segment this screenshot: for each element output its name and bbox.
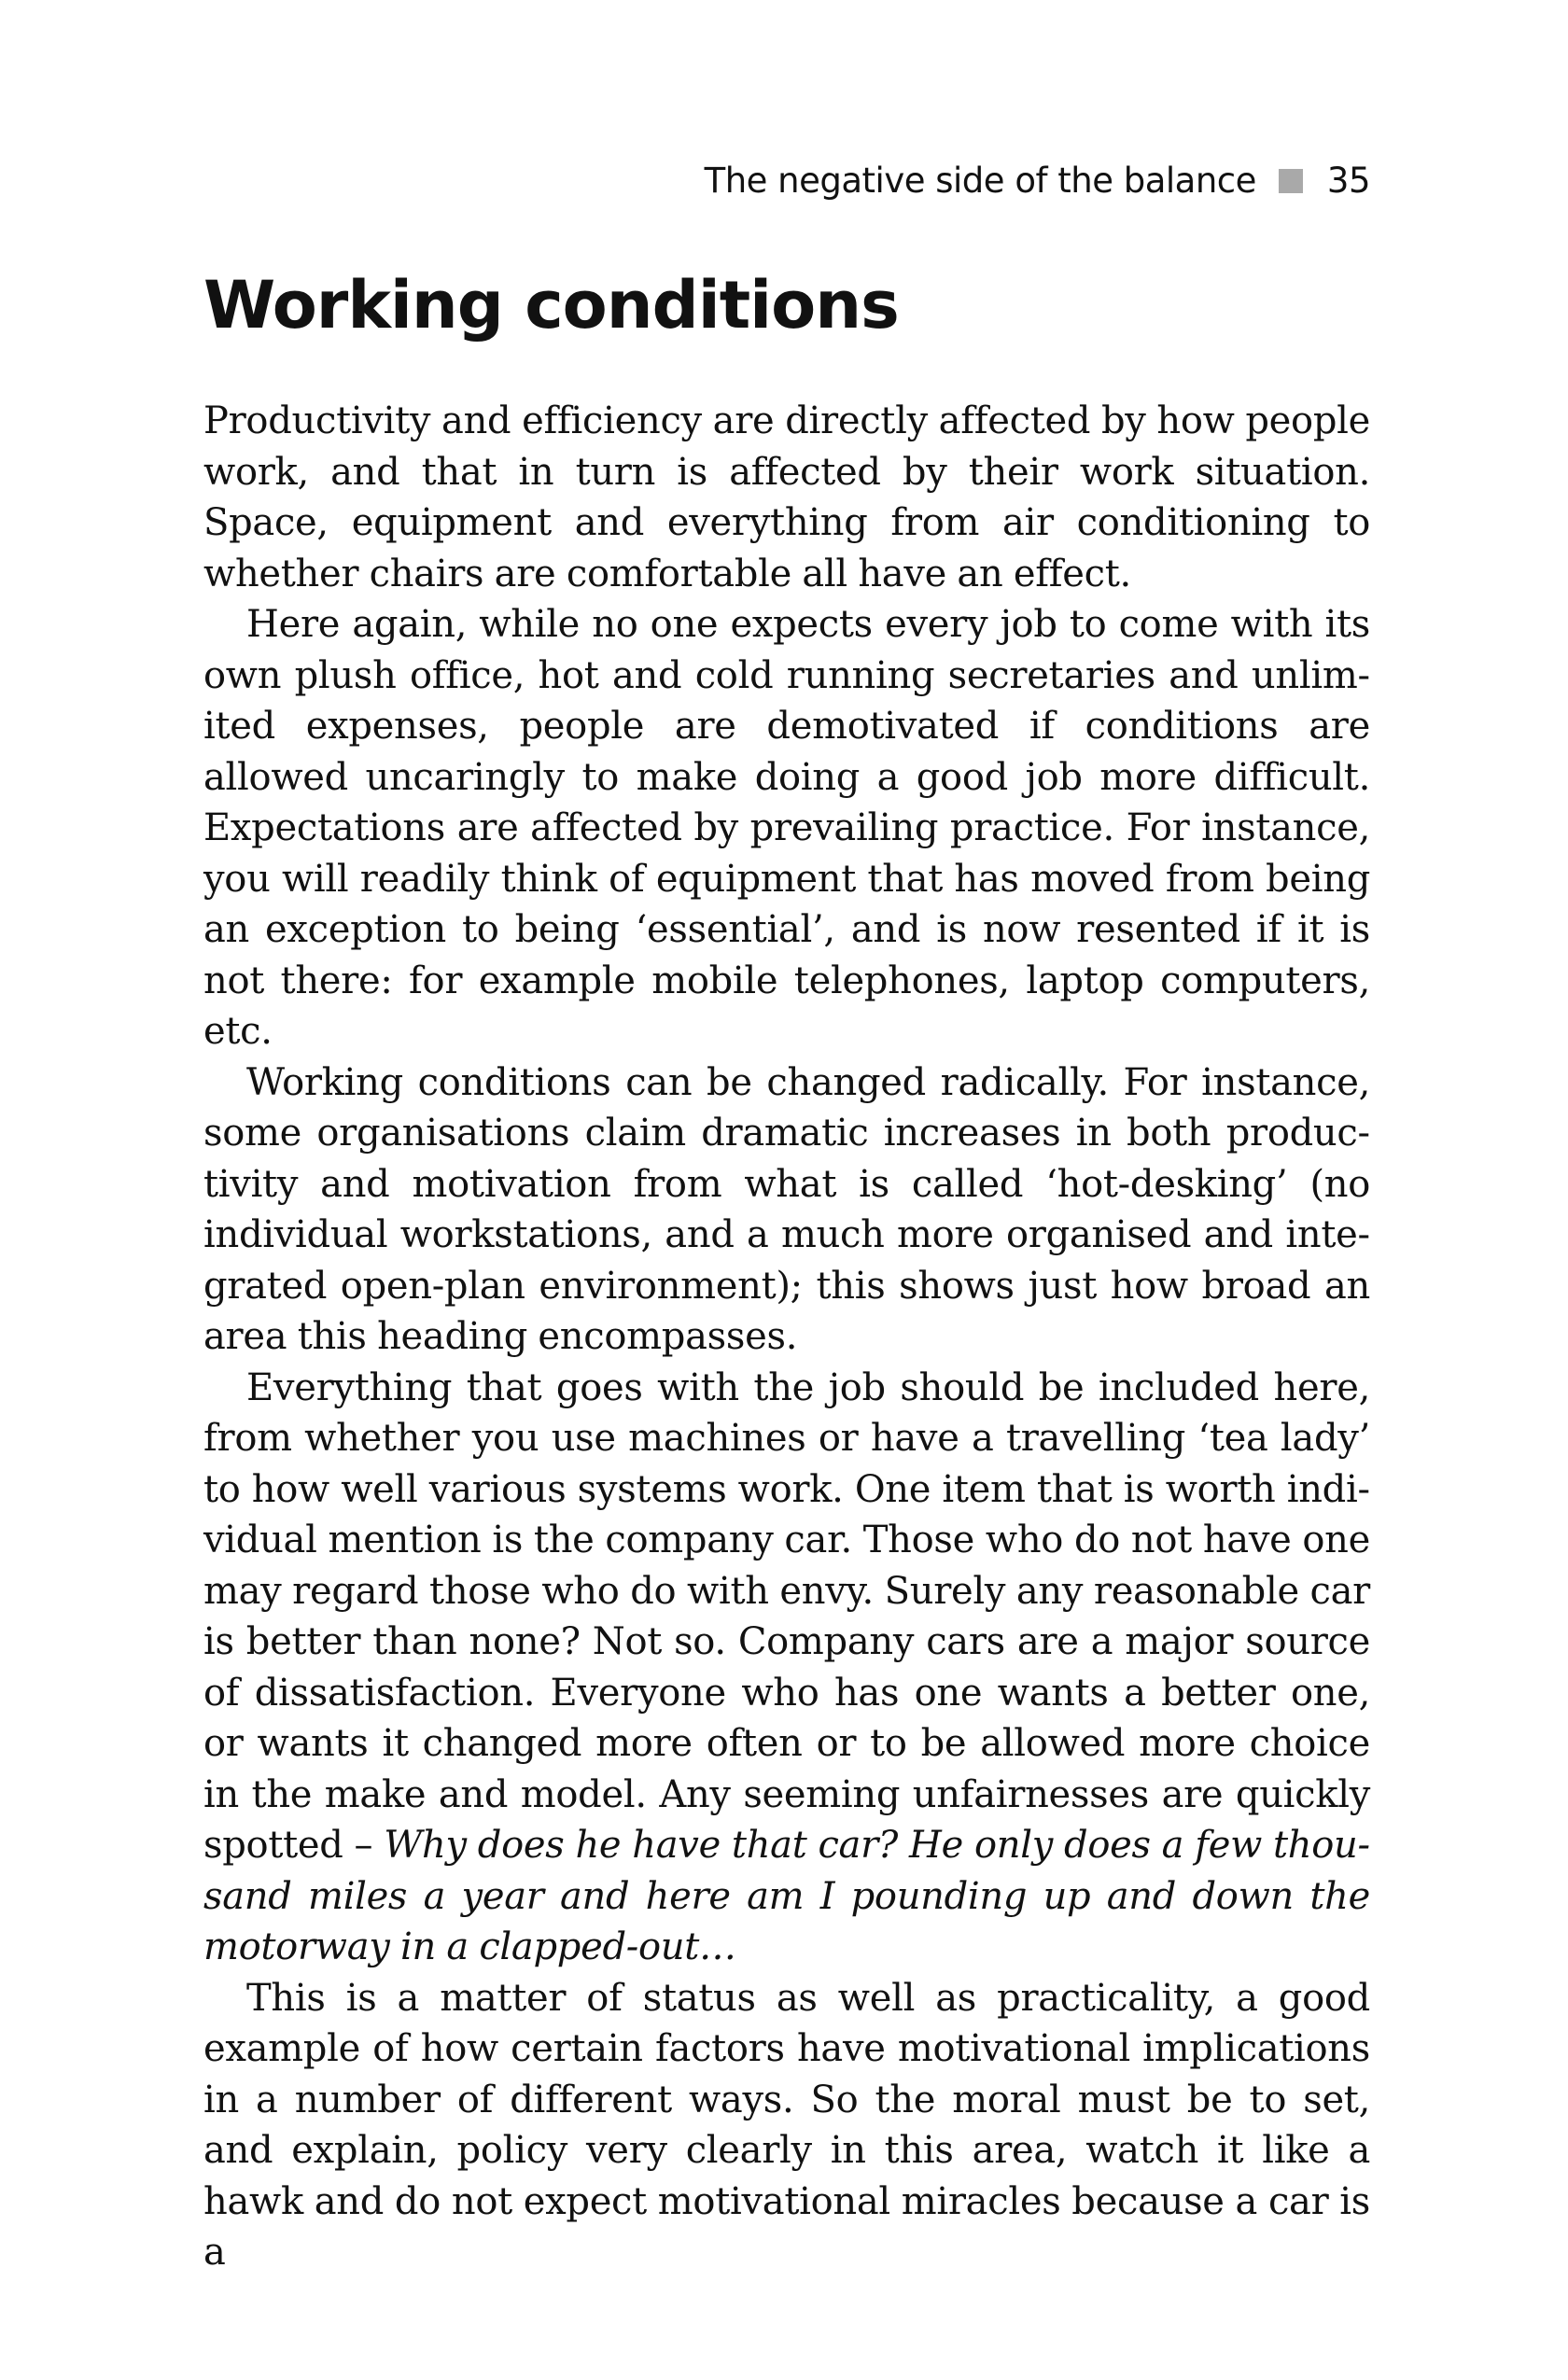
body-text — [203, 396, 1370, 2278]
square-bullet-icon — [1279, 169, 1303, 193]
running-head — [705, 161, 1370, 201]
paragraph-4-text: Everything that goes with the job should be included here, from whether you use machines or have a travelling ‘tea lady’ to how well various systems work. One item that is worth individual mention is the company car. Those who do not have one may regard those who do with envy. Surely any reasonable car is better than none? Not so. Company cars are a major source of dissatisfaction. Everyone who has one wants a better one, or wants it changed more often or to be allowed more choice in the make and model. Any seeming unfairnesses are quickly spotted – — [203, 1365, 1370, 1867]
paragraph-4 — [203, 1363, 1370, 1973]
running-head-title: The negative side of the balance — [704, 161, 1256, 201]
paragraph-2: Here again, while no one expects every job to come with its own plush office, hot and cold running secretaries and unlimited expenses, people are demotivated if conditions are allowed uncaringly to make doing a good job more difficult. Expectations are affected by prevailing practice. For instance, you will readily think of equipment that has moved from being an exception to being ‘essential’, and is now resented if it is not there: for example mobile telephones, laptop computers, etc. — [203, 603, 1370, 1053]
page-number: 35 — [1326, 161, 1370, 201]
paragraph-3: Working conditions can be changed radically. For instance, some organisations claim dramatic increases in both productivity and motivation from what is called ‘hot-desking’ (no individual workstations, and a much more organised and integrated open-plan environment); this shows just how broad an area this heading encompasses. — [203, 1060, 1370, 1358]
paragraph-4-italic-quote: Why does he have that car? He only does a few thousand miles a year and here am I pounding up and down the motorway in a clapped-out… — [203, 1824, 1371, 1968]
paragraph-1: Productivity and efficiency are directly affected by how people work, and that in turn is affected by their work situation. Space, equipment and everything from air conditioning to whether chairs are comfortable all have an effect. — [203, 399, 1370, 595]
section-heading: Working conditions — [203, 267, 899, 343]
paragraph-5: This is a matter of status as well as practicality, a good example of how certain factors have motivational implications in a number of different ways. So the moral must be to set, and explain, policy very clearly in this area, watch it like a hawk and do not expect motivational miracles because a car is a — [203, 1976, 1370, 2274]
